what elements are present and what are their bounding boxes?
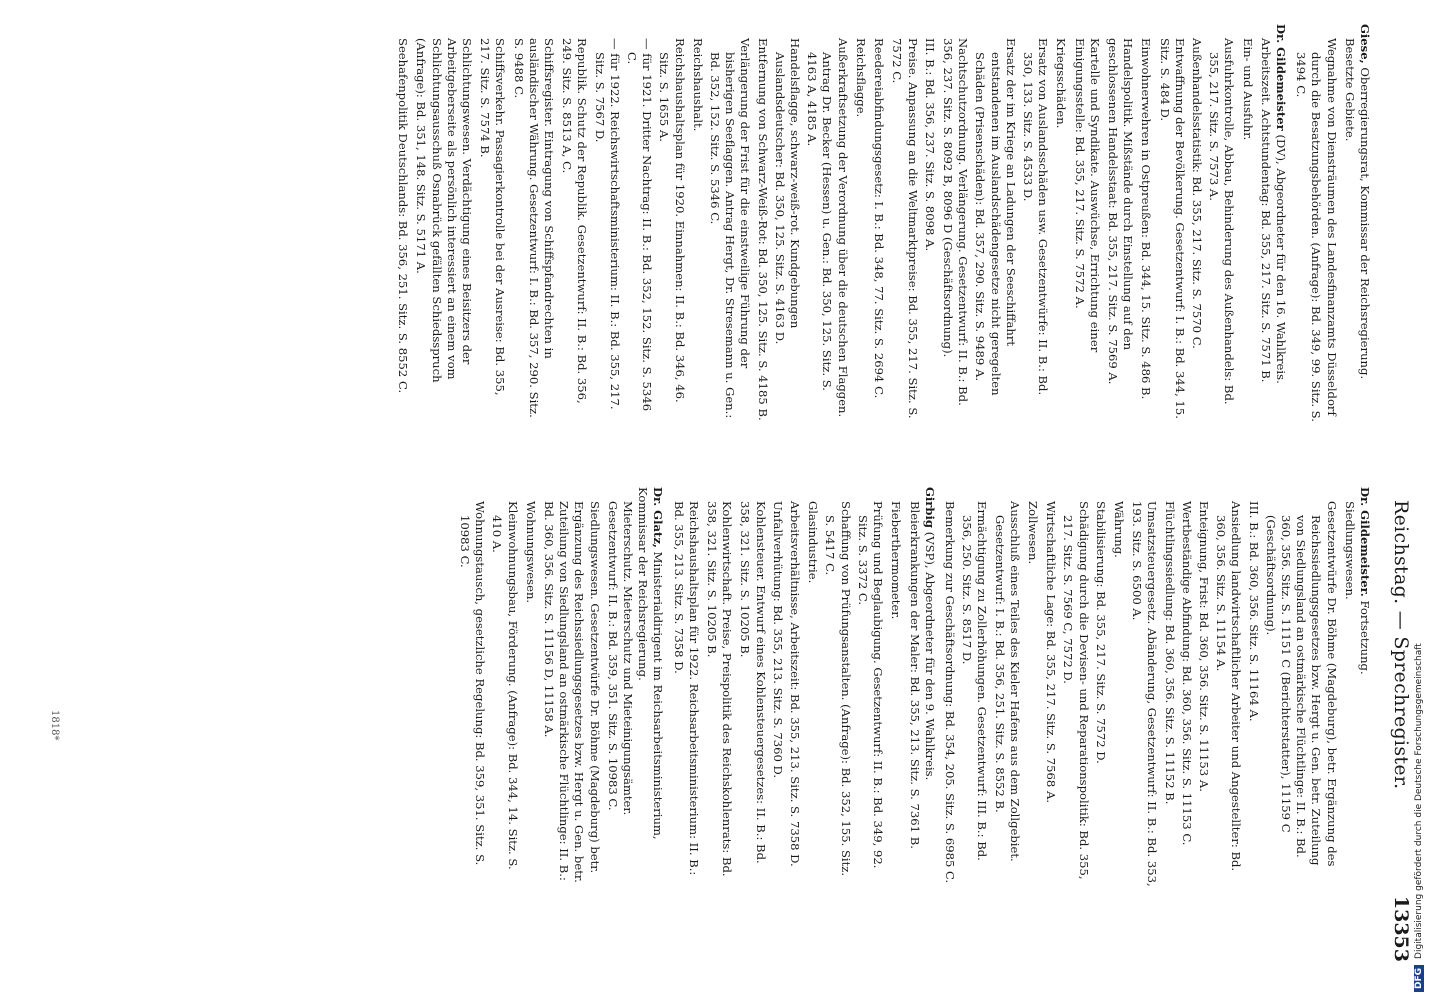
subject-heading: Bemerkung zur Geschäftsordnung: Bd. 354, 205. Sitz. S. 6985 C. xyxy=(942,501,957,884)
reference-item: Handelsflagge, schwarz-weiß-rot. Kundgebungen Auslandsdeutscher: Bd. 350, 125. Sitz. S. 4163 D. xyxy=(772,38,803,345)
reference-item: Außerkraftsetzung der Verordnung über die deutschen Flaggen. Antrag Dr. Becker (Hessen) u. Gen.: Bd. 350, 125. Sitz. S. 4163 A, 4185 A. xyxy=(805,38,850,418)
reference-item: Unfallverhütung: Bd. 355, 213. Sitz. S. 7360 D. xyxy=(770,501,785,779)
reference-item: III. B.: Bd. 360, 356. Sitz. S. 11164 A. xyxy=(1246,501,1261,722)
reference-item: Wegnahme von Diensträumen des Landesfinanzamts Düsseldorf durch die Besatzungsbehörden. (Anfrage): Bd. 349, 99. Sitz. S. 3494 C. xyxy=(1294,38,1339,422)
credit-text: Digitalisierung gefördert durch die Deutsche Forschungsgemeinschaft xyxy=(1414,643,1424,959)
reference-item: Ersatz von Auslandsschäden usw. Gesetzentwürfe: II. B.: Bd. 350, 133. Sitz. S. 4533 D. xyxy=(1020,38,1051,396)
subject-heading: Einwohnerwehren in Ostpreußen: Bd. 344, 15. Sitz. S. 486 B. xyxy=(1139,38,1154,400)
register-entry xyxy=(670,487,936,887)
subject-heading: Besetzte Gebiete. xyxy=(1342,38,1357,142)
subject-heading: Reichsflagge. xyxy=(853,38,868,118)
subject-heading: Schiffsregister. Eintragung von Schiffspfandrechten in ausländischer Währung. Gesetzentwurf: I. B.: Bd. 357, 290. Sitz. S. 9488 C. xyxy=(511,38,557,418)
reference-item: Ausschluß eines Teiles des Kieler Hafens aus dem Zollgebiet. Gesetzentwurf: I. B.: Bd. 356, 251. Sitz. S. 8552 B. xyxy=(992,501,1022,862)
register-entry xyxy=(457,487,666,887)
reference-item: Kleinwohnungsbau, Förderung. (Anfrage): Bd. 344, 14. Sitz. S. 410 A. xyxy=(490,501,520,870)
subject-heading: Kohlenwirtschaft. Preise, Preispolitik des Reichskohlenrats: Bd. 358, 321. Sitz. S. 10205 B. xyxy=(705,501,735,877)
register-entry xyxy=(942,487,1372,887)
entry-heading xyxy=(635,487,665,887)
subject-heading: Entwaffnung der Bevölkerung. Gesetzentwurf: I. B.: Bd. 344, 15. Sitz. S. 484 D. xyxy=(1157,38,1187,419)
subject-heading: Glasindustrie. xyxy=(806,501,821,584)
subject-heading: Wohnungswesen. xyxy=(523,501,538,604)
reference-item: Enteignung, Frist: Bd. 360, 356. Sitz. S. 11153 A. xyxy=(1196,501,1211,792)
reference-item: Wohnungstausch, gesetzliche Regelung: Bd. 359, 351. Sitz. S. 10983 C. xyxy=(458,501,488,866)
reference-item: Wertbeständige Abfindung: Bd. 360, 356. Sitz. S. 11153 C. xyxy=(1179,501,1194,846)
page-header xyxy=(1382,0,1412,1000)
speaker-description: Fortsetzung. xyxy=(1358,600,1372,675)
subject-heading: Bleierkrankungen der Maler: Bd. 355, 213. Sitz. S. 7361 B. xyxy=(907,501,922,849)
reference-item: Außenhandelsstatistik: Bd. 355, 217. Sitz. S. 7570 C. xyxy=(1189,38,1204,349)
speaker-description: (VSP), Abgeordneter für den 9. Wahlkreis. xyxy=(922,531,937,781)
speaker-description: Ministerialdirigent im Reichsarbeitsministerium, Kommissar der Reichsregierung. xyxy=(636,487,666,840)
subject-heading: Nachtschutzordnung. Verlängerung. Gesetzentwurf: II. B.: Bd. 356, 237. Sitz. S. 8092 B, 8096 D (Geschäftsordnung). xyxy=(940,38,971,406)
reference-item: Reichshaushaltsplan für 1920. Einnahmen: II. B.: Bd. 346, 46. Sitz. S. 1655 A. xyxy=(657,38,687,403)
dfg-logo: DFG xyxy=(1414,965,1424,992)
reference-item: Ausfuhrkontrolle, Abbau, Behinderung des Außenhandels: Bd. 355, 217. Sitz. S. 7573 A. xyxy=(1207,38,1237,405)
reference-item: — für 1921. Dritter Nachtrag: II. B.: Bd. 352, 152. Sitz. S. 5346 C. xyxy=(625,38,655,412)
reference-item: Arbeitsverhältnisse, Arbeitszeit: Bd. 355, 213. Sitz. S. 7358 D. xyxy=(788,501,803,867)
subject-heading: Preise. Anpassung an die Weltmarktpreise: Bd. 355, 217. Sitz. S. 7572 C. xyxy=(890,38,920,419)
subject-heading: Kriegsschäden. xyxy=(1054,38,1069,129)
subject-heading: Schiffsverkehr. Passagierkontrolle bei der Ausreise: Bd. 355, 217. Sitz. S. 7574 B. xyxy=(478,38,508,396)
speaker-description: (DV), Abgeordneter für den 16. Wahlkreis. xyxy=(1273,134,1288,384)
speaker-name: Girbig xyxy=(922,487,937,529)
speaker-name: Dr. Gildemeister. xyxy=(1358,487,1372,597)
subject-heading: Reichshaushalt. xyxy=(690,38,705,132)
entry-heading xyxy=(1273,24,1288,424)
reference-item: Ermächtigung zu Zollerhöhungen. Gesetzentwurf: III. B.: Bd. 356, 250. Sitz. S. 8517 D. xyxy=(960,501,990,861)
subject-heading: Umsatzsteuergesetz. Abänderung, Gesetzentwurf: II. B.: Bd. 353, 193. Sitz. S. 6500 A. xyxy=(1130,501,1160,887)
subject-heading: Seehafenpolitik Deutschlands: Bd. 356, 251. Sitz. S. 8552 C. xyxy=(396,38,411,394)
entry-heading xyxy=(1357,24,1372,424)
subject-heading: Wirtschaftliche Lage: Bd. 355, 217. Sitz. S. 7568 A. xyxy=(1044,501,1059,804)
reference-item: Schaffung von Prüfungsanstalten. (Anfrage): Bd. 352, 155. Sitz. S. 5417 C. xyxy=(823,501,853,877)
reference-item: Verlängerung der Frist für die einstweilige Führung der bisherigen Seeflaggen. Antrag Hergt, Dr. Stresemann u. Gen.: Bd. 352, 152. Sitz. S. 5346 C. xyxy=(708,38,753,419)
subject-heading: Fieberthermometer. xyxy=(889,501,904,620)
subject-heading: Währung. xyxy=(1111,501,1126,558)
reference-item: Stabilisierung: Bd. 355, 217. Sitz. S. 7572 D. xyxy=(1093,501,1108,764)
page-title: Reichstag. — Sprechregister. xyxy=(1390,500,1412,790)
speaker-description: Oberregierungsrat, Kommissar der Reichsregierung. xyxy=(1358,67,1372,380)
reference-item: Ansiedlung landwirtschaftlicher Arbeiter und Angestellter: Bd. 360, 356. Sitz. S. 11154 A. xyxy=(1214,501,1244,872)
subject-heading: Mieterschutz. Mieterschutz und Mieteinigungsämter. Gesetzentwurf: II. B.: Bd. 359, 351. Sitz. S. 10983 C. xyxy=(605,501,636,816)
right-column xyxy=(452,487,1372,887)
subject-heading: Ein- und Ausfuhr. xyxy=(1240,38,1255,141)
subject-heading: Siedlungswesen. xyxy=(1342,501,1357,600)
page-number: 13353 xyxy=(1390,895,1412,962)
subject-heading: Kartelle und Syndikate. Auswüchse, Errichtung einer Einigungsstelle: Bd. 355, 217. Sitz. S. 7572 A. xyxy=(1072,38,1102,353)
subject-heading: Arbeitszeit. Achtstundentag: Bd. 355, 217. Sitz. S. 7571 B. xyxy=(1258,38,1273,383)
subject-heading: Schlichtungswesen. Verdächtigung eines Beisitzers der Arbeitgeberseite als persönlich interessiert an einem vom Schlichtungsausschuß Osnabrück gefällten Schiedsspruch (Anfrage): Bd. 351, 148. Sitz. S. 5171 A. xyxy=(414,38,475,383)
reference-item: Prüfung und Beglaubigung. Gesetzentwurf: II. B.: Bd. 349, 92. Sitz. S. 3372 C. xyxy=(855,501,886,869)
speaker-name: Dr. Gildemeister xyxy=(1273,24,1288,131)
digitization-credit xyxy=(1414,8,1430,992)
reference-item: Schädigung durch die Devisen- und Reparationspolitik: Bd. 355, 217. Sitz. S. 7569 C, 7572 D. xyxy=(1061,501,1091,880)
left-column xyxy=(390,24,1372,424)
subject-heading: Siedlungswesen. Gesetzentwürfe Dr. Böhme (Magdeburg) betr. Ergänzung des Reichssiedlungsgesetzes bzw. Hergt u. Gen. betr. Zuteilung von Siedlungsland an ostmärkische Flüchtlinge: II. B.: Bd. 360, 356. Sitz. S. 11156 D, 11158 A. xyxy=(542,501,602,883)
reference-item: — für 1922. Reichswirtschaftsministerium: II. B.: Bd. 355, 217. Sitz. S. 7567 D. xyxy=(592,38,622,410)
reference-item: III. B.: Bd. 356, 237. Sitz. S. 8098 A. xyxy=(922,38,937,252)
reference-item: Ersatz der im Kriege an Ladungen der Seeschiffahrt entstandenen im Auslandschädengesetze nicht geregelten Schäden (Prisenschäden): Bd. 357, 290. Sitz. S. 9489 A. xyxy=(973,38,1018,396)
subject-heading: Kohlensteuer. Entwurf eines Kohlensteuergesetzes: II. B.: Bd. 358, 321. Sitz. S. 10205 B. xyxy=(738,501,768,864)
subject-heading: Zollwesen. xyxy=(1025,501,1040,565)
register-entry xyxy=(395,24,1288,424)
reference-item: Entfernung von Schwarz-Weiß-Rot: Bd. 350, 125. Sitz. S. 4185 B. xyxy=(755,38,770,421)
subject-heading: Republik. Schutz der Republik. Gesetzentwurf: II. B.: Bd. 356, 249. Sitz. S. 8513 A, C. xyxy=(560,38,590,404)
subject-heading: Reichshaushaltsplan für 1922. Reichsarbeitsministerium: II. B.: Bd. 355, 213. Sitz. S. 7358 D. xyxy=(671,501,701,876)
subject-heading: Handelspolitik. Mißstände durch Einstellung auf den geschlossenen Handelsstaat: Bd. 355, 217. Sitz. S. 7569 A. xyxy=(1105,38,1136,385)
entry-heading xyxy=(922,487,937,887)
reference-item: Gesetzentwürfe Dr. Böhme (Magdeburg), betr. Ergänzung des Reichssiedlungsgesetzes bzw. Hergt u. Gen. betr. Zuteilung von Siedlungsland an ostmärkische Flüchtlinge: II. B.: Bd. 360, 356. Sitz. S. 11151 C (Berichterstatter), 11159 C (Geschäftsordnung). xyxy=(1263,501,1339,867)
reference-item: Flüchtlingssiedlung: Bd. 360, 356. Sitz. S. 11152 B. xyxy=(1162,501,1177,805)
entry-heading xyxy=(1357,487,1372,887)
register-entry xyxy=(1293,24,1372,424)
subject-heading: Reedereiabfindungsgesetz: I. B.: Bd. 348, 77. Sitz. S. 2694 C. xyxy=(872,38,887,399)
speaker-name: Giese, xyxy=(1358,24,1372,64)
signature-mark: 1818* xyxy=(49,710,60,741)
speaker-name: Dr. Glatz, xyxy=(651,487,666,548)
